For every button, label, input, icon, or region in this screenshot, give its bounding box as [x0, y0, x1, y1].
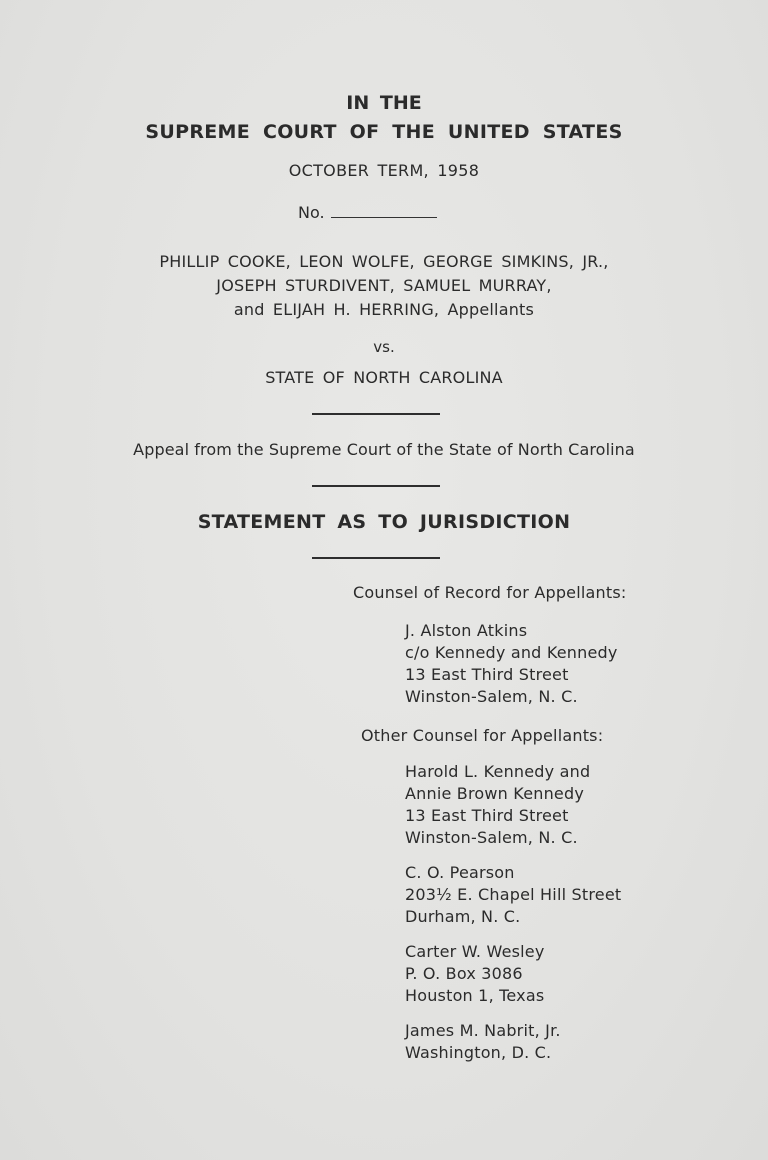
divider-rule — [312, 413, 440, 415]
heading-term: OCTOBER TERM, 1958 — [288, 161, 480, 180]
address-line: James M. Nabrit, Jr. — [405, 1021, 561, 1040]
address-line: 13 East Third Street — [405, 665, 569, 684]
other-counsel-entry-kennedy — [405, 761, 590, 849]
appellants-line-2: JOSEPH STURDIVENT, SAMUEL MURRAY, — [216, 276, 552, 295]
appellants-line-1: PHILLIP COOKE, LEON WOLFE, GEORGE SIMKINS, JR., — [159, 252, 609, 271]
address-line: Winston-Salem, N. C. — [405, 687, 578, 706]
address-line: Houston 1, Texas — [405, 986, 545, 1005]
address-line: J. Alston Atkins — [405, 621, 528, 640]
statement-title: STATEMENT AS TO JURISDICTION — [197, 511, 571, 533]
address-line: 203½ E. Chapel Hill Street — [405, 885, 622, 904]
address-line: Annie Brown Kennedy — [405, 784, 584, 803]
address-line: Carter W. Wesley — [405, 942, 545, 961]
versus-text: vs. — [373, 338, 395, 356]
appeal-statement: Appeal from the Supreme Court of the State of North Carolina — [133, 440, 635, 459]
address-line: Harold L. Kennedy and — [405, 762, 591, 781]
address-line: C. O. Pearson — [405, 863, 515, 882]
docket-number-label: No. — [298, 203, 325, 222]
docket-number — [298, 203, 437, 222]
other-counsel-entry-pearson — [405, 862, 621, 928]
heading-in-the: IN THE — [346, 92, 422, 114]
heading-court-name: SUPREME COURT OF THE UNITED STATES — [145, 121, 623, 143]
appellee-name: STATE OF NORTH CAROLINA — [265, 368, 503, 387]
divider-rule — [312, 557, 440, 559]
address-line: Washington, D. C. — [405, 1043, 552, 1062]
address-line: 13 East Third Street — [405, 806, 569, 825]
address-line: Durham, N. C. — [405, 907, 521, 926]
other-counsel-entry-wesley — [405, 941, 545, 1007]
address-line: c/o Kennedy and Kennedy — [405, 643, 618, 662]
divider-rule — [312, 485, 440, 487]
address-line: P. O. Box 3086 — [405, 964, 523, 983]
counsel-of-record-heading: Counsel of Record for Appellants: — [353, 583, 627, 602]
other-counsel-heading: Other Counsel for Appellants: — [361, 726, 604, 745]
counsel-of-record-address — [405, 620, 618, 708]
other-counsel-entry-nabrit — [405, 1020, 561, 1064]
docket-number-blank — [331, 216, 437, 218]
appellants-line-3: and ELIJAH H. HERRING, Appellants — [233, 300, 535, 319]
address-line: Winston-Salem, N. C. — [405, 828, 578, 847]
